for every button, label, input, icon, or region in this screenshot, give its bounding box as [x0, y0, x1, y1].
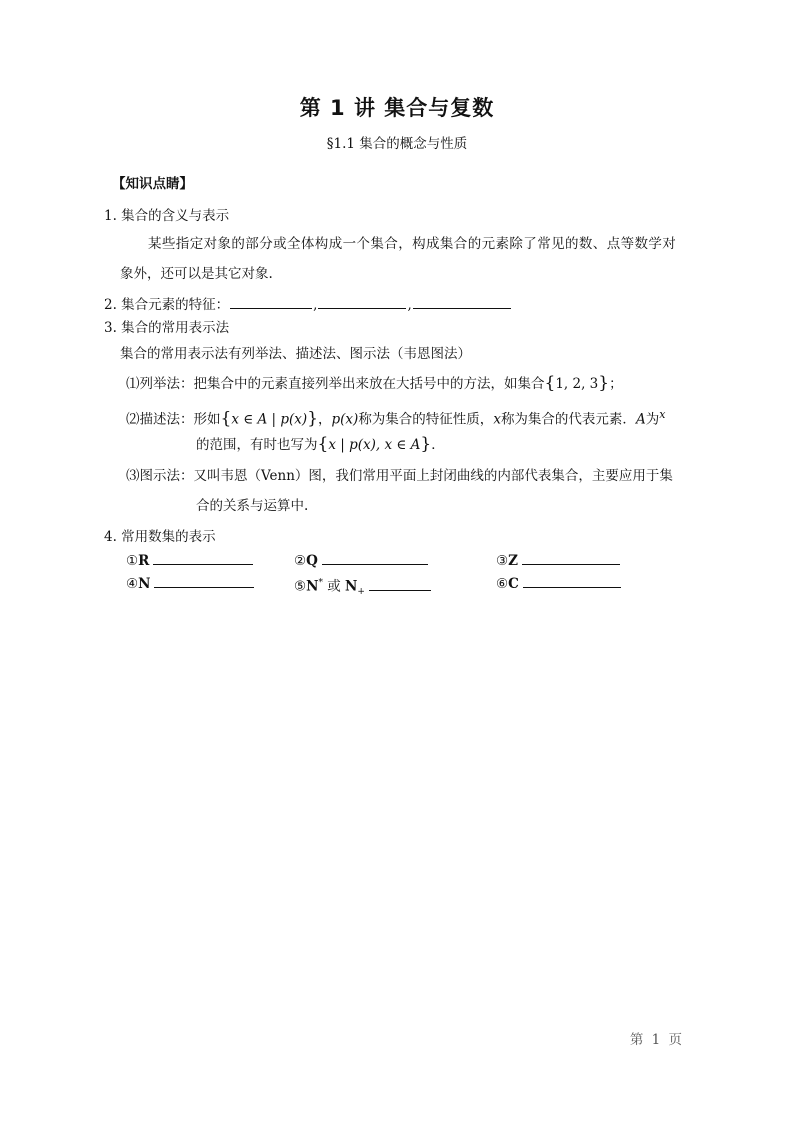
subscript-plus: +	[357, 587, 365, 598]
m1-text: 把集合中的元素直接列举出来放在大括号中的方法，如集合	[193, 376, 545, 392]
item4-heading: 4. 常用数集的表示	[104, 529, 216, 545]
numset-label: R	[138, 553, 150, 569]
item2-sep2: ,	[407, 297, 412, 313]
blank-feature-1[interactable]	[230, 294, 312, 309]
item2-sep1: ,	[313, 297, 318, 313]
numset-C	[496, 573, 622, 594]
m2-x2: x	[659, 408, 666, 421]
m3-label: ⑶图示法：	[126, 468, 194, 484]
circled-number: ⑤	[294, 578, 307, 595]
right-brace-icon: }	[598, 373, 610, 393]
item3-heading: 3. 集合的常用表示法	[104, 320, 230, 336]
or-text: 或	[322, 578, 346, 595]
numset-label: N	[345, 578, 358, 595]
page-number: 第 1 页	[629, 1032, 684, 1048]
m2-text-d: 称为集合的代表元素．	[500, 411, 636, 428]
blank-Q[interactable]	[322, 550, 428, 565]
item1-paragraph-line1: 某些指定对象的部分或全体构成一个集合，构成集合的元素除了常见的数、点等数学对	[148, 236, 677, 252]
blank-N[interactable]	[154, 573, 254, 588]
m2-line2-b: ．	[431, 437, 445, 453]
numset-label: N	[138, 576, 151, 592]
numset-label: Q	[306, 553, 318, 569]
knowledge-points-header: 【知识点睛】	[112, 176, 193, 192]
circled-number: ②	[294, 553, 307, 569]
m2-px: p(x)	[331, 411, 359, 428]
m1-set: 1, 2, 3	[555, 376, 599, 392]
m2-text-b: ，	[318, 411, 332, 428]
left-brace-icon: {	[317, 434, 329, 454]
numset-R	[126, 550, 254, 571]
m2-label: ⑵描述法：	[126, 411, 194, 428]
blank-feature-2[interactable]	[318, 294, 406, 309]
blank-C[interactable]	[523, 573, 621, 588]
numset-Z	[496, 550, 621, 571]
right-brace-icon: }	[420, 434, 432, 454]
item1-paragraph-line2: 象外，还可以是其它对象.	[120, 266, 273, 282]
m2-text-e: 为	[645, 411, 660, 428]
m2-A: A	[635, 411, 646, 428]
blank-Z[interactable]	[522, 550, 620, 565]
item2-heading: 2. 集合元素的特征：	[104, 297, 230, 313]
left-brace-icon: {	[220, 408, 232, 429]
numset-Q	[294, 550, 429, 571]
item3-intro: 集合的常用表示法有列举法、描述法、图示法（韦恩图法）	[120, 346, 471, 362]
numset-Nstar	[294, 573, 432, 602]
method-description-line1	[126, 405, 665, 430]
m3-line1: 又叫韦恩（Venn）图，我们常用平面上封闭曲线的内部代表集合，主要应用于集	[193, 468, 673, 484]
m2-text-a: 形如	[193, 411, 221, 428]
circled-number: ⑥	[496, 576, 509, 592]
m1-label: ⑴列举法：	[126, 376, 194, 392]
page-title: 第 1 讲 集合与复数	[299, 96, 495, 120]
m2-set2: x | p(x), x ∈ A	[328, 437, 421, 453]
method-diagram-line2: 合的关系与运算中.	[196, 498, 309, 514]
m2-text-c: 称为集合的特征性质，	[358, 411, 494, 428]
m2-line2-a: 的范围，有时也写为	[196, 437, 318, 453]
m2-x: x	[493, 411, 501, 428]
m1-end: ；	[609, 376, 623, 392]
superscript-star: *	[318, 578, 323, 588]
circled-number: ③	[496, 553, 509, 569]
numset-label: Z	[508, 553, 518, 569]
circled-number: ①	[126, 553, 139, 569]
method-description-line2	[196, 434, 445, 455]
item2-line	[104, 294, 512, 315]
circled-number: ④	[126, 576, 139, 592]
right-brace-icon: }	[307, 408, 319, 429]
blank-feature-3[interactable]	[413, 294, 511, 309]
m2-set: x ∈ A | p(x)	[231, 411, 308, 428]
numset-N	[126, 573, 255, 594]
method-diagram-line1	[126, 466, 673, 486]
blank-R[interactable]	[153, 550, 253, 565]
blank-Nstar[interactable]	[369, 576, 431, 591]
section-subtitle: §1.1 集合的概念与性质	[326, 136, 468, 152]
left-brace-icon: {	[544, 373, 556, 393]
item1-heading: 1. 集合的含义与表示	[104, 208, 230, 224]
numset-label: N	[306, 578, 319, 595]
numset-label: C	[508, 576, 519, 592]
method-enumeration	[126, 373, 623, 394]
